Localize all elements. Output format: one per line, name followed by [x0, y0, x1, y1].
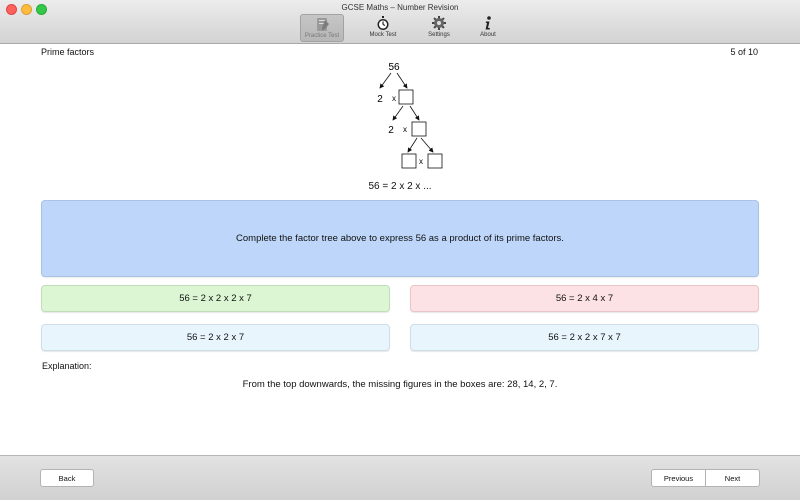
question-counter: 5 of 10 — [730, 47, 758, 57]
tree-box-1 — [399, 90, 413, 104]
tree-factor-2-a: 2 — [377, 94, 383, 105]
question-prompt-text: Complete the factor tree above to express 56 as a product of its prime factors. — [236, 233, 564, 244]
answer-option-4-label: 56 = 2 x 2 x 7 x 7 — [548, 332, 621, 343]
factor-tree — [340, 58, 460, 173]
toolbar-settings-label: Settings — [428, 32, 450, 38]
toolbar-about-label: About — [480, 32, 496, 38]
clipboard-pencil-icon — [314, 16, 330, 32]
info-icon — [480, 15, 496, 31]
pagination-control — [651, 469, 760, 487]
back-button[interactable]: Back — [40, 469, 94, 487]
explanation-text: From the top downwards, the missing figures in the boxes are: 28, 14, 2, 7. — [242, 379, 558, 390]
toolbar-mock-test-label: Mock Test — [369, 32, 397, 38]
window-title: GCSE Maths – Number Revision — [341, 3, 459, 12]
toolbar-mock-test[interactable] — [361, 14, 405, 42]
question-prompt — [41, 200, 759, 277]
toolbar-settings[interactable] — [417, 14, 461, 42]
tree-root-value: 56 — [388, 62, 400, 73]
tree-times-1: x — [392, 94, 396, 103]
partial-equation: 56 = 2 x 2 x ... — [368, 181, 432, 192]
answer-option-3[interactable] — [41, 324, 390, 351]
next-button[interactable]: Next — [705, 470, 759, 486]
answer-option-4[interactable] — [410, 324, 759, 351]
gear-icon — [431, 15, 447, 31]
explanation-label: Explanation: — [42, 361, 92, 371]
toolbar-practice-test[interactable] — [300, 14, 344, 42]
toolbar-practice-test-label: Practice Test — [304, 33, 340, 39]
toolbar-about[interactable] — [466, 14, 510, 42]
previous-button[interactable]: Previous — [663, 473, 694, 483]
title-bar — [0, 0, 800, 44]
answer-option-1[interactable] — [41, 285, 390, 312]
tree-times-3: x — [419, 157, 423, 166]
answer-option-3-label: 56 = 2 x 2 x 7 — [186, 332, 245, 343]
topic-title: Prime factors — [41, 47, 95, 57]
answer-option-1-label: 56 = 2 x 2 x 2 x 7 — [179, 293, 252, 304]
stopwatch-icon — [375, 15, 391, 31]
answer-option-2-label: 56 = 2 x 4 x 7 — [555, 293, 614, 304]
tree-box-2 — [412, 122, 426, 136]
tree-factor-2-b: 2 — [388, 125, 394, 136]
answer-option-2[interactable] — [410, 285, 759, 312]
tree-box-3 — [402, 154, 416, 168]
tree-times-2: x — [403, 125, 407, 134]
tree-box-4 — [428, 154, 442, 168]
